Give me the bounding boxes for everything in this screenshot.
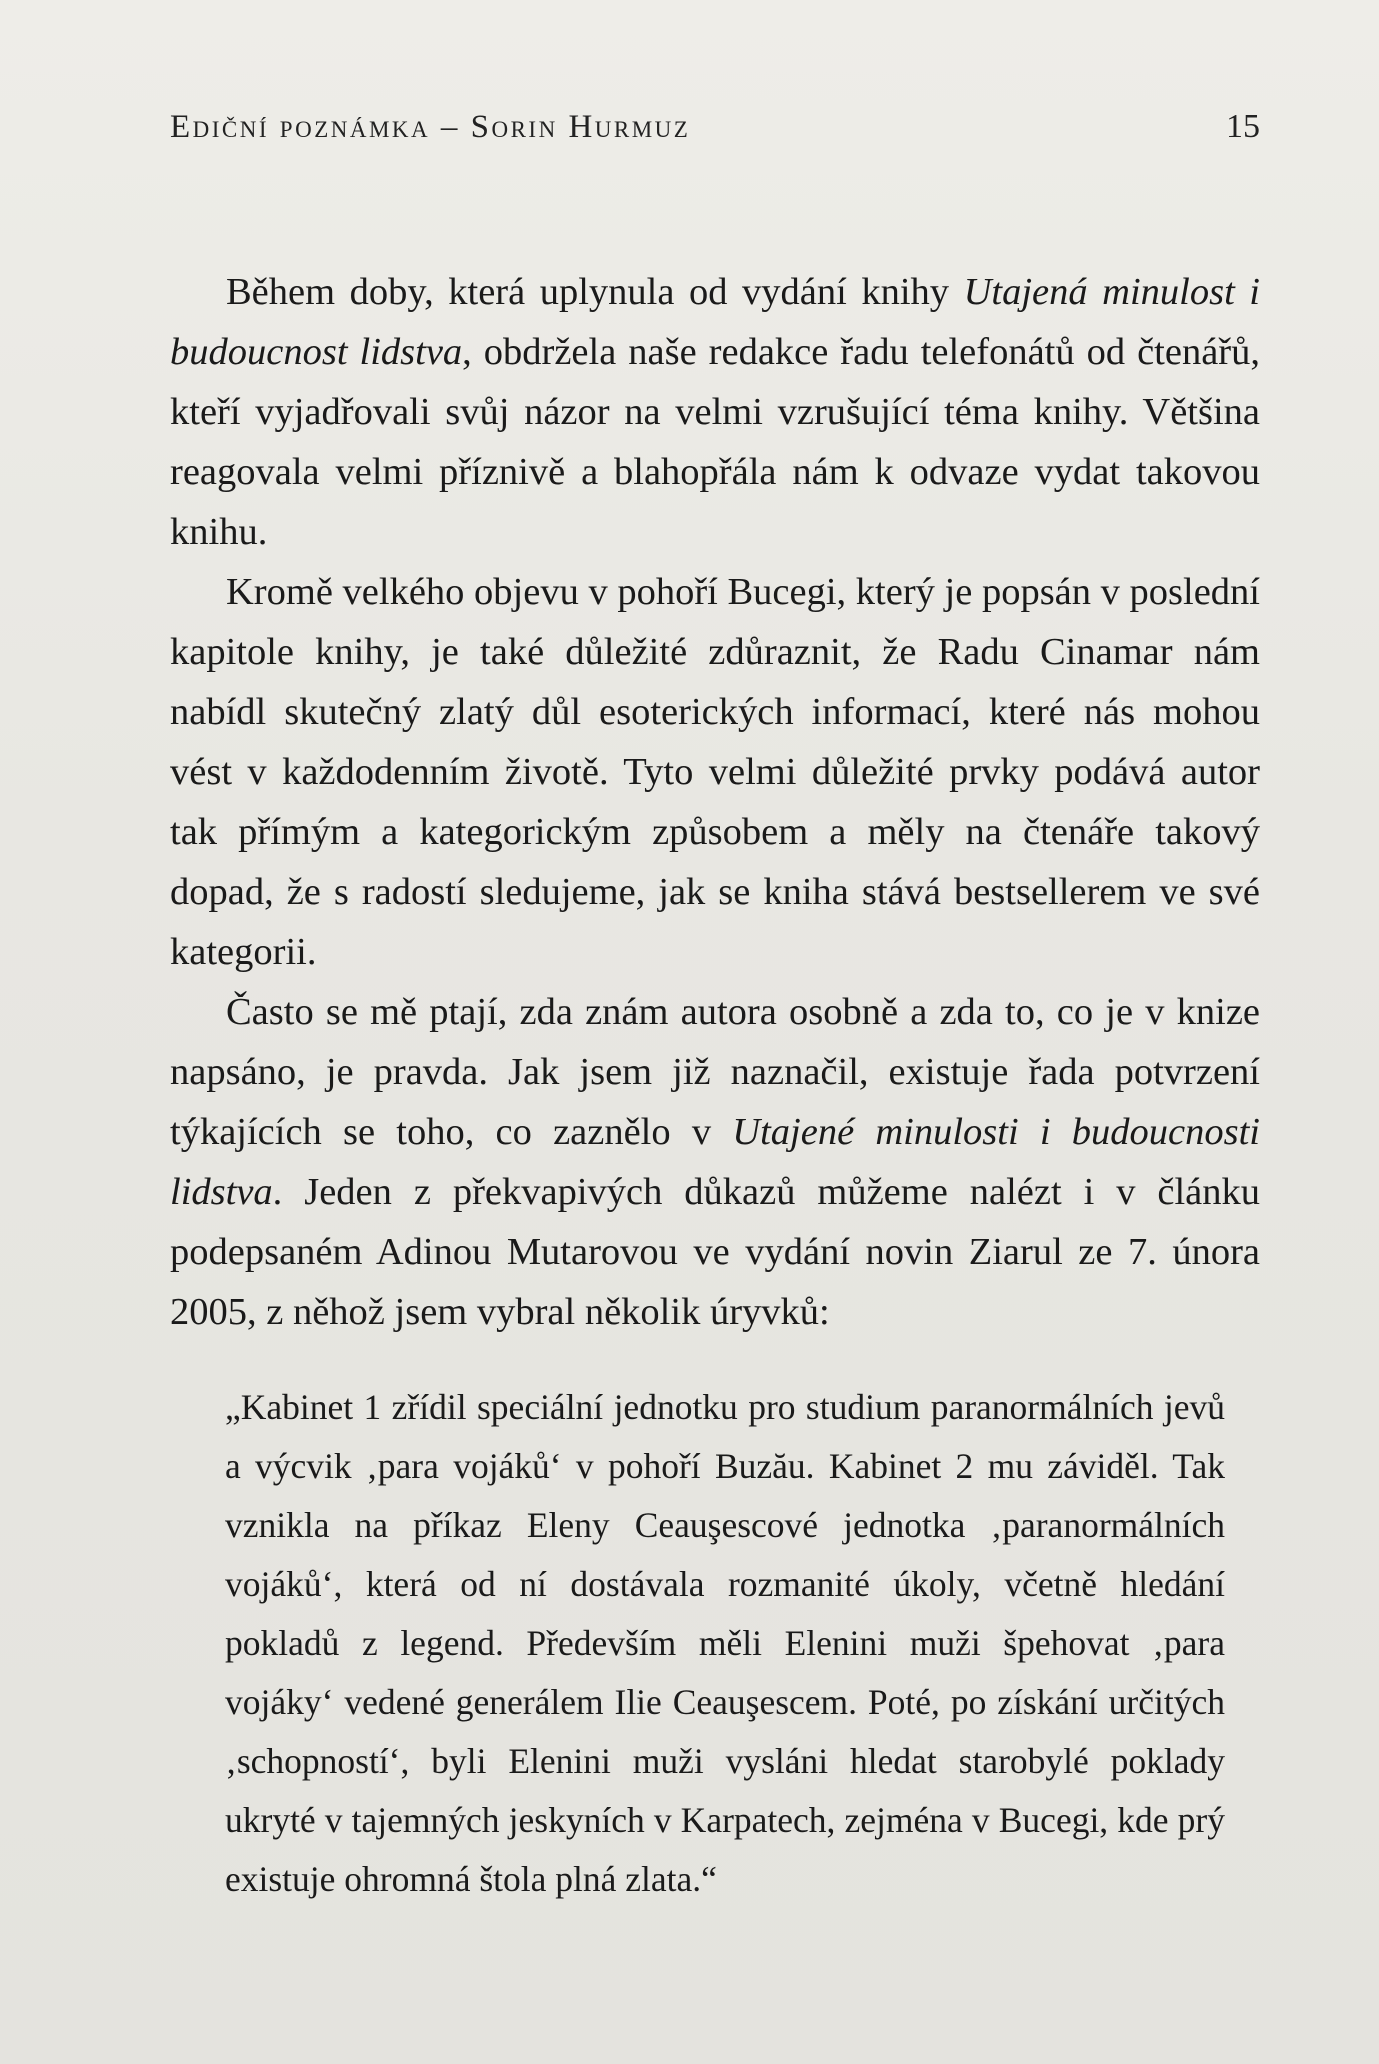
paragraph-1 (170, 262, 1260, 562)
book-title-italic: Utajené minulosti i budoucnosti lidstva (170, 1111, 1260, 1213)
paragraph-3-text-a: Často se mě ptají, zda znám autora osobně a zda to, co je v knize napsáno, je pravda. Jak jsem již naznačil, existuje řada potvrzení týkajících se toho, co zaznělo v (170, 991, 1260, 1153)
running-title: Ediční poznámka – Sorin Hurmuz (170, 109, 691, 145)
block-quote (225, 1378, 1225, 1909)
page-number: 15 (1226, 108, 1260, 145)
body-text (170, 262, 1260, 1342)
paragraph-1-text-a: Během doby, která uplynula od vydání knihy (226, 271, 964, 313)
quote-text: „Kabinet 1 zřídil speciální jednotku pro studium paranormálních jevů a výcvik ‚para vojáků‘ v pohoří Buzău. Kabinet 2 mu záviděl. Tak vznikla na příkaz Eleny Ceauşescové jednotka ‚paranormálních vojáků‘, která od ní dostávala rozmanité úkoly, včetně hledání pokladů z legend. Především měli Elenini muži špehovat ‚para vojáky‘ vedené generálem Ilie Ceauşescem. Poté, po získání určitých ‚schopností‘, byli Elenini muži vysláni hledat starobylé poklady ukryté v tajemných jeskyních v Karpatech, zejména v Bucegi, kde prý existuje ohromná štola plná zlata.“ (225, 1387, 1225, 1899)
paragraph-2: Kromě velkého objevu v pohoří Bucegi, který je popsán v poslední kapitole knihy, je také důležité zdůraznit, že Radu Cinamar nám nabídl skutečný zlatý důl esoterických informací, které nás mohou vést v každodenním životě. Tyto velmi důležité prvky podává autor tak přímým a kategorickým způsobem a měly na čtenáře takový dopad, že s radostí sledujeme, jak se kniha stává bestsellerem ve své kategorii. (170, 571, 1260, 973)
running-header (170, 108, 1260, 146)
paragraph-3 (170, 982, 1260, 1342)
paragraph-1-text-b: , obdržela naše redakce řadu telefonátů od čtenářů, kteří vyjadřovali svůj názor na velmi vzrušující téma knihy. Většina reagovala velmi příznivě a blahopřála nám k odvaze vydat takovou knihu. (170, 331, 1260, 553)
book-title-italic: Utajená minulost i budoucnost lidstva (170, 271, 1261, 373)
paragraph-3-text-b: . Jeden z překvapivých důkazů můžeme nalézt i v článku podepsaném Adinou Mutarovou ve vydání novin Ziarul ze 7. února 2005, z něhož jsem vybral několik úryvků: (170, 1171, 1260, 1333)
